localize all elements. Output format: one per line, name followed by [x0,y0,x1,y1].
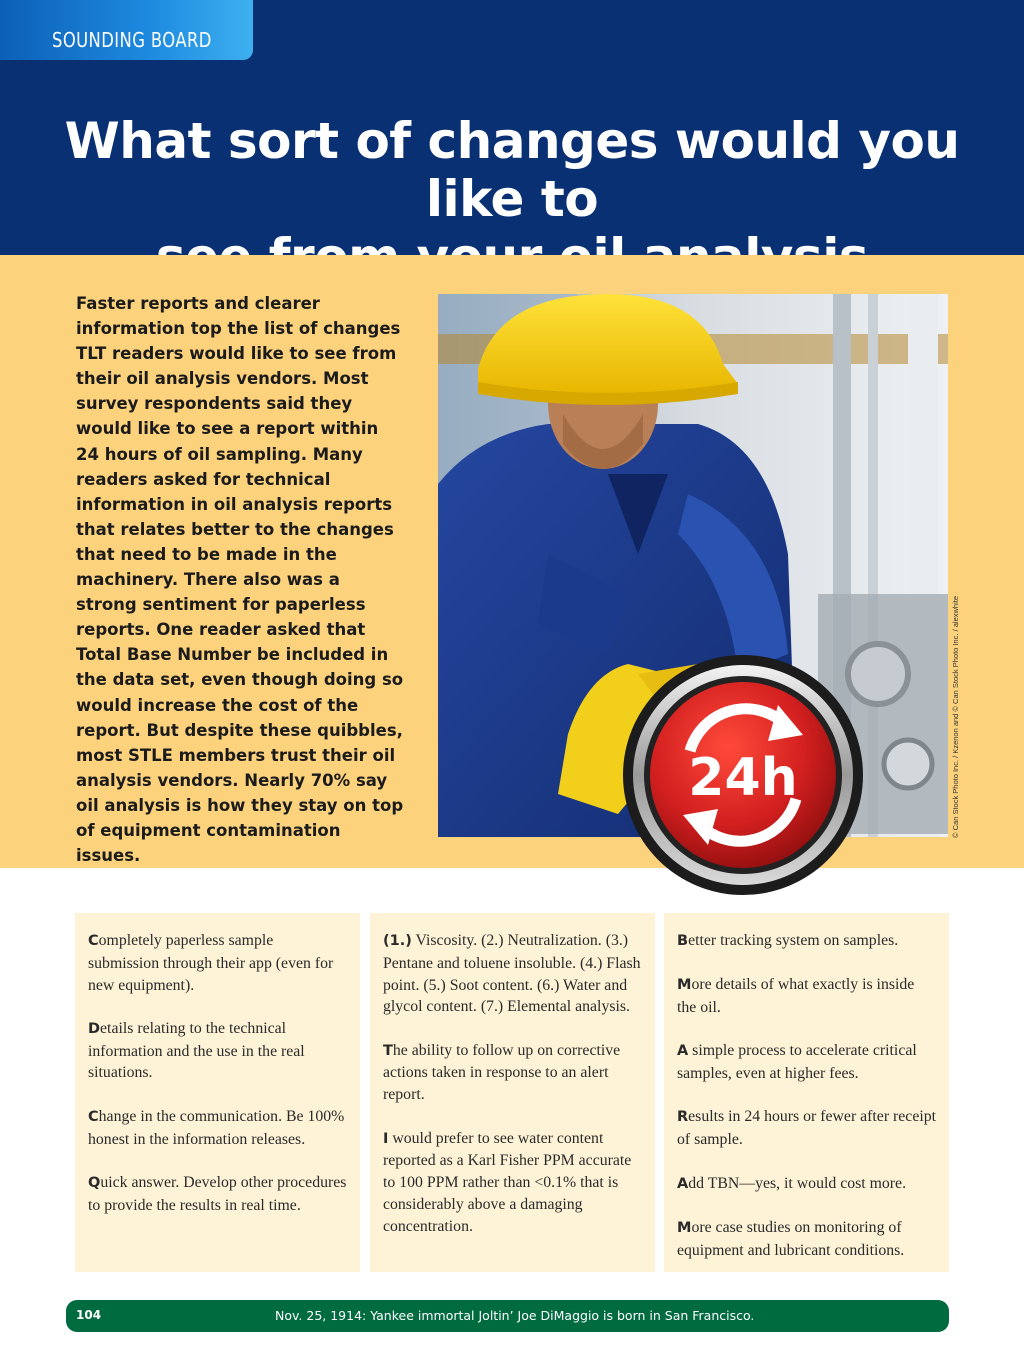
header-band [0,0,1024,255]
quote-item [677,1217,937,1262]
quote-text: uick answer. Develop other procedures to provide the results in real time. [88,1173,347,1214]
intro-paragraph: Faster reports and clearer information top the list of changes TLT readers would like to see from their oil analysis vendors. Most survey respondents said they would like to see a report within 24 hours of oil sampling. Many readers asked for technical information in oil analysis reports that relates better to the changes that need to be made in the machinery. There also was a strong sentiment for paperless reports. One reader asked that Total Base Number be included in the data set, even though doing so would increase the cost of the report. But despite these quibbles, most STLE members trust their oil analysis vendors. Nearly 70% say oil analysis is how they stay on top of equipment contamination issues. [76,294,404,866]
quote-lead: M [677,977,692,994]
quote-item [88,1106,348,1151]
quote-item [88,1018,348,1084]
quote-text: ore case studies on monitoring of equipment and lubricant conditions. [677,1218,905,1259]
quote-item [383,930,643,1018]
quote-item [677,1173,937,1196]
quote-lead: M [677,1219,692,1236]
quote-lead: (1.) [383,933,412,949]
quote-text: ore details of what exactly is inside the oil. [677,976,915,1017]
quote-text: dd TBN—yes, it would cost more. [688,1174,907,1192]
quote-lead: B [677,933,689,949]
quote-item [88,1172,348,1217]
quote-item [677,930,937,953]
24h-clock-icon [618,653,868,897]
section-tab [0,0,253,60]
footer-fact: Nov. 25, 1914: Yankee immortal Joltin’ Joe DiMaggio is born in San Francisco. [275,1308,755,1323]
quote-lead: C [88,933,99,949]
quote-column-2 [370,913,655,1272]
quote-item [383,1128,643,1238]
quote-column-3 [664,913,949,1272]
quote-text: he ability to follow up on corrective actions taken in response to an alert report. [383,1041,621,1104]
quote-text: esults in 24 hours or fewer after receipt of sample. [677,1108,937,1149]
quote-text: simple process to accelerate critical samples, even at higher fees. [677,1042,917,1083]
quote-item [677,1106,937,1151]
quote-item [383,1040,643,1106]
title-line-1: What sort of changes would you like to [64,112,960,228]
quote-item [88,930,348,996]
badge-label: 24h [688,748,798,808]
photo-credit: © Can Stock Photo Inc. / Kzenon and © Can Stock Photo Inc. / alexwhite [951,595,960,838]
quote-text: would prefer to see water content reported as a Karl Fisher PPM accurate to 100 PPM rather than <0.1% that is considerably above a damaging concentration. [383,1129,632,1235]
quote-text: hange in the communication. Be 100% honest in the information releases. [88,1107,345,1148]
quote-item [677,974,937,1019]
quote-lead: A [677,1175,689,1192]
quote-lead: T [383,1042,393,1059]
quote-lead: A [677,1043,689,1060]
quote-item [677,1040,937,1085]
quote-lead: D [88,1020,101,1037]
quote-text: etter tracking system on samples. [688,932,899,949]
quote-lead: I [383,1130,389,1147]
quote-lead: Q [88,1174,101,1191]
quote-text: Viscosity. (2.) Neutralization. (3.) Pentane and toluene insoluble. (4.) Flash point. (5.) Soot content. (6.) Water and glycol content. (7.) Elemental analysis. [383,932,641,1016]
quote-text: ompletely paperless sample submission through their app (even for new equipment). [88,932,334,994]
quote-text: etails relating to the technical information and the use in the real situations. [88,1019,305,1082]
section-tab-label: SOUNDING BOARD [52,28,212,52]
quote-lead: C [88,1108,99,1125]
24h-badge [618,653,868,897]
quote-column-1 [75,913,360,1272]
quote-lead: R [677,1109,689,1126]
footer-bar [66,1300,949,1332]
page-number: 104 [76,1308,102,1322]
